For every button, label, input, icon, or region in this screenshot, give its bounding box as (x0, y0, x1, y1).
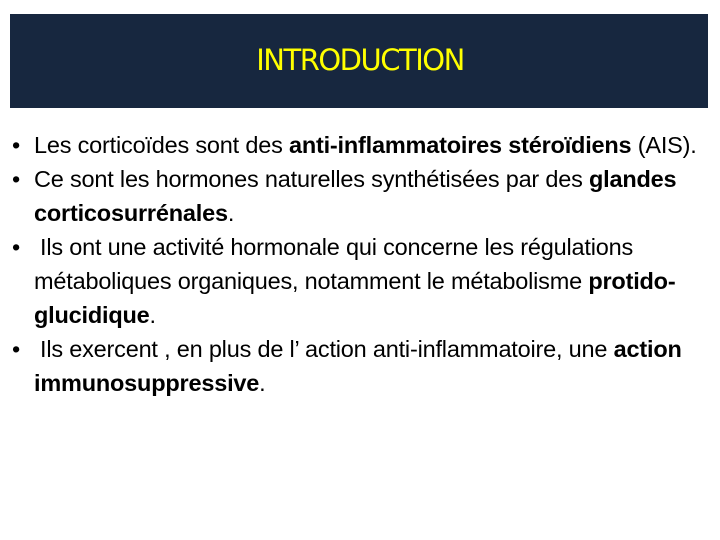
title-bar (10, 14, 708, 108)
bullet-list (0, 128, 720, 400)
bullet-emphasis: action immunosuppressive (34, 336, 682, 396)
slide-title: INTRODUCTION (256, 43, 464, 77)
bullet-emphasis: anti-inflammatoires stéroïdiens (288, 132, 632, 158)
bullet-item-4 (0, 332, 720, 400)
bullet-text: . (227, 200, 235, 226)
bullet-emphasis: protido- glucidique (34, 268, 676, 328)
bullet-emphasis: glandes corticosurrénales (34, 166, 677, 226)
bullet-text: . (259, 370, 266, 396)
bullet-text: Ils exercent , en plus de l’ action anti-inflammatoire, une (40, 336, 614, 362)
bullet-icon: • (11, 166, 21, 192)
bullet-text: Ils ont une activité hormonale qui concerne les régulations métaboliques organiques, notamment le métabolisme (34, 234, 634, 294)
bullet-text: (AIS). (631, 132, 697, 158)
bullet-item-1 (0, 128, 720, 162)
bullet-icon: • (11, 132, 21, 158)
bullet-item-2 (0, 162, 720, 230)
bullet-text: Ce sont les hormones naturelles synthétisées par des (34, 166, 590, 192)
bullet-item-3 (0, 230, 720, 332)
bullet-icon: • (11, 336, 21, 362)
bullet-icon: • (11, 234, 21, 260)
bullet-text: . (149, 302, 156, 328)
bullet-text: Les corticoïdes sont des (34, 132, 289, 158)
